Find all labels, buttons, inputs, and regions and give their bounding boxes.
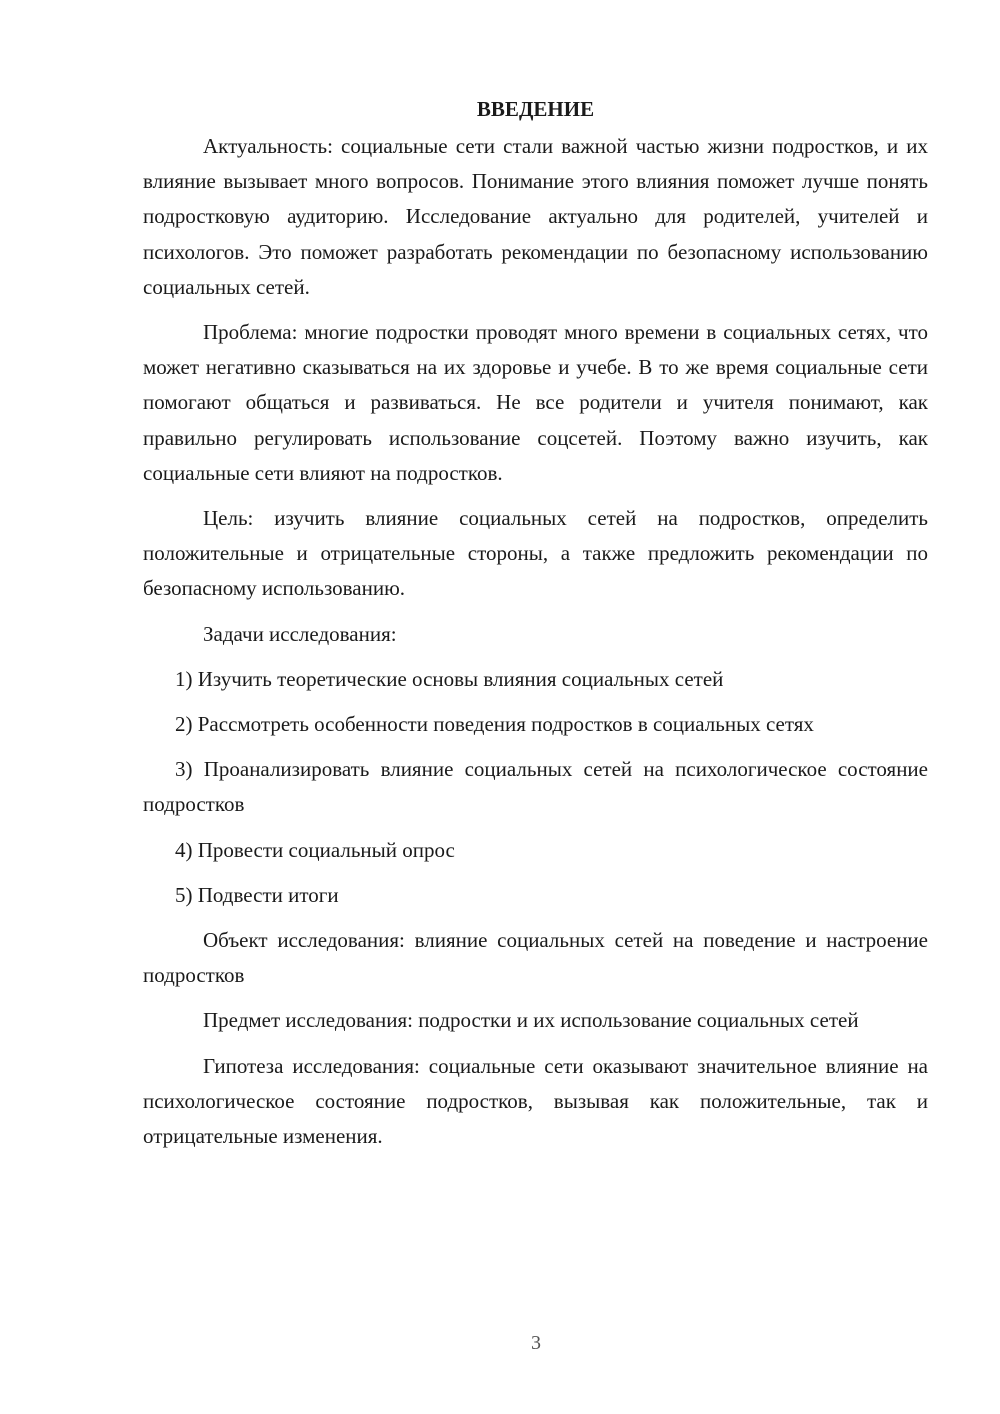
tasks-heading: Задачи исследования: bbox=[203, 621, 397, 646]
paragraph-subject: Предмет исследования: подростки и их использование социальных сетей bbox=[203, 1008, 859, 1033]
paragraph-object: Объект исследования: влияние социальных сетей на поведение и настроение подростков bbox=[143, 928, 928, 988]
task-item-1: 1) Изучить теоретические основы влияния социальных сетей bbox=[175, 666, 724, 691]
page-title: ВВЕДЕНИЕ bbox=[476, 97, 595, 121]
page-number: 3 bbox=[531, 1332, 541, 1354]
task-item-4: 4) Провести социальный опрос bbox=[175, 837, 455, 862]
document-page bbox=[143, 92, 928, 1164]
task-item-5: 5) Подвести итоги bbox=[175, 882, 339, 907]
task-item-2: 2) Рассмотреть особенности поведения подростков в социальных сетях bbox=[175, 712, 814, 737]
paragraph-hypothesis: Гипотеза исследования: социальные сети оказывают значительное влияние на психологическое состояние подростков, вызывая как положительные, так и отрицательные изменения. bbox=[143, 1053, 928, 1149]
paragraph-relevance: Актуальность: социальные сети стали важной частью жизни подростков, и их влияние вызывает много вопросов. Понимание этого влияния поможет лучше понять подростковую аудиторию. Исследование актуально для родителей, учителей и психологов. Это поможет разработать рекомендации по безопасному использованию социальных сетей. bbox=[143, 134, 928, 299]
paragraph-goal: Цель: изучить влияние социальных сетей на подростков, определить положительные и отрицательные стороны, а также предложить рекомендации по безопасному использованию. bbox=[143, 506, 928, 601]
paragraph-problem: Проблема: многие подростки проводят много времени в социальных сетях, что может негативно сказываться на их здоровье и учебе. В то же время социальные сети помогают общаться и развиваться. Не все родители и учителя понимают, как правильно регулировать использование соцсетей. Поэтому важно изучить, как социальные сети влияют на подростков. bbox=[143, 320, 928, 485]
task-item-3: 3) Проанализировать влияние социальных сетей на психологическое состояние подростков bbox=[143, 757, 928, 817]
